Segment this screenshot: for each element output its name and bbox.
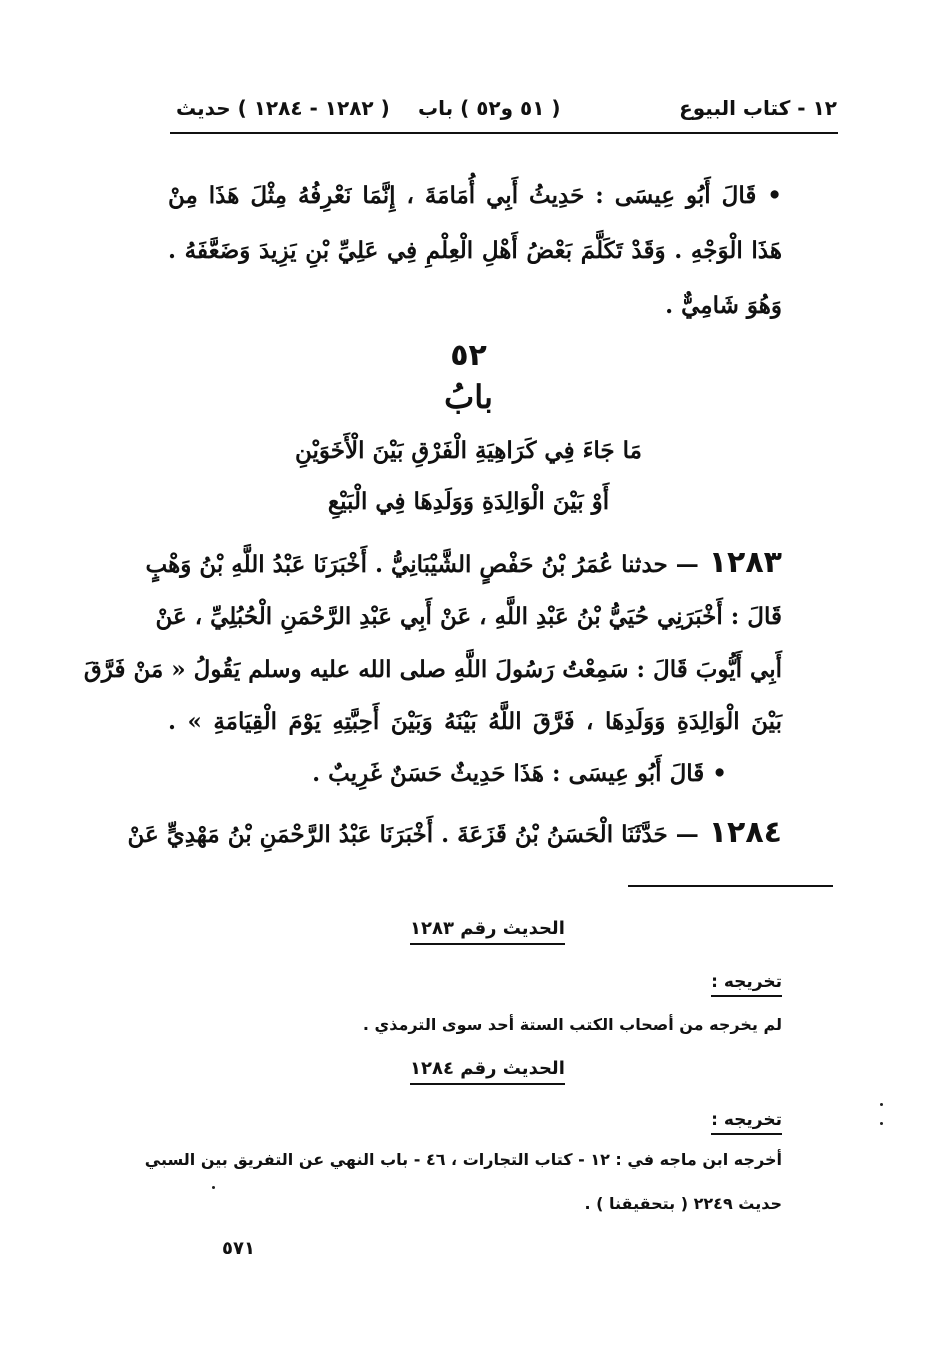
hadith-1283-line-3: أَبِي أَيُّوبَ قَالَ : سَمِعْتُ رَسُولَ اللَّهِ صلى الله عليه وسلم يَقُولُ « مَنْ فَرَّقَ xyxy=(83,656,782,683)
hadith-1283-line-2: قَالَ : أَخْبَرَنِي حُيَيُّ بْنُ عَبْدِ اللَّهِ ، عَنْ أَبِي عَبْدِ الرَّحْمَنِ الْحُبُلِيِّ ، عَنْ xyxy=(155,603,782,630)
footnote-separator xyxy=(628,885,833,887)
chapter-title-line-1: مَا جَاءَ فِي كَرَاهِيَةِ الْفَرْقِ بَيْنَ الْأَخَوَيْنِ xyxy=(295,437,642,464)
top-paragraph-line-1: • قَالَ أَبُو عِيسَى : حَدِيثُ أَبِي أُمَامَةَ ، إِنَّمَا نَعْرِفُهُ مِثْلَ هَذَا مِنْ xyxy=(168,182,782,209)
footnote-1283-heading: الحديث رقم ١٢٨٣ xyxy=(410,918,565,945)
header-rule xyxy=(170,132,838,134)
chapter-word: بابُ xyxy=(444,378,493,416)
chapter-number: ٥٢ xyxy=(450,338,487,373)
footnote-1284-line-1: أخرجه ابن ماجه في : ١٢ - كتاب التجارات ، ٤٦ - باب النهي عن التفريق بين السبي xyxy=(144,1150,782,1169)
hadith-1284-line-1: — حَدَّثَنَا الْحَسَنُ بْنُ قَزَعَةَ . أَخْبَرَنَا عَبْدُ الرَّحْمَنِ بْنُ مَهْدِيٍّ عَنْ xyxy=(127,821,699,848)
footnote-1283-subheading: تخريجه : xyxy=(711,972,782,997)
scan-speck xyxy=(212,1186,215,1189)
footnote-1284-line-2: حديث ٢٢٤٩ ( بتحقيقنا ) . xyxy=(584,1194,782,1213)
hadith-1283-first-line xyxy=(145,545,782,580)
scan-speck xyxy=(880,1103,883,1106)
header-book-title: ١٢ - كتاب البيوع xyxy=(679,96,837,120)
hadith-1283-line-4: بَيْنَ الْوَالِدَةِ وَوَلَدِهَا ، فَرَّقَ اللَّهُ بَيْنَهُ وَبَيْنَ أَحِبَّتِهِ يَوْمَ الْقِيَامَةِ » . xyxy=(168,708,782,735)
footnote-1283-text: لم يخرجه من أصحاب الكتب الستة أحد سوى الترمذي . xyxy=(362,1015,782,1034)
hadith-1283-line-1: — حدثنا عُمَرُ بْنُ حَفْصٍ الشَّيْبَانِيُّ . أَخْبَرَنَا عَبْدُ اللَّهِ بْنُ وَهْبٍ xyxy=(145,551,699,578)
hadith-1284-first-line xyxy=(127,815,782,850)
hadith-number: ١٢٨٣ xyxy=(708,545,782,580)
chapter-title-line-2: أَوْ بَيْنَ الْوَالِدَةِ وَوَلَدِهَا فِي الْبَيْعِ xyxy=(327,488,610,515)
top-paragraph-line-2: هَذَا الْوَجْهِ . وَقَدْ تَكَلَّمَ بَعْضُ أَهْلِ الْعِلْمِ فِي عَلِيِّ بْنِ يَزِيدَ وَضَعَّفَهُ . xyxy=(168,237,782,264)
header-chapter-range: ( ٥١ و٥٢ ) باب xyxy=(418,96,561,120)
hadith-number: ١٢٨٤ xyxy=(708,815,782,850)
header-hadith-range: ( ١٢٨٢ - ١٢٨٤ ) حديث xyxy=(176,96,390,120)
footnote-1284-heading: الحديث رقم ١٢٨٤ xyxy=(410,1058,565,1085)
scan-speck xyxy=(880,1122,883,1125)
page-number: ٥٧١ xyxy=(222,1238,255,1259)
footnote-1284-subheading: تخريجه : xyxy=(711,1110,782,1135)
top-paragraph-line-3: وَهُوَ شَامِيٌّ . xyxy=(665,292,782,319)
hadith-1283-line-5: • قَالَ أَبُو عِيسَى : هَذَا حَدِيثٌ حَسَنٌ غَرِيبٌ . xyxy=(312,760,727,787)
